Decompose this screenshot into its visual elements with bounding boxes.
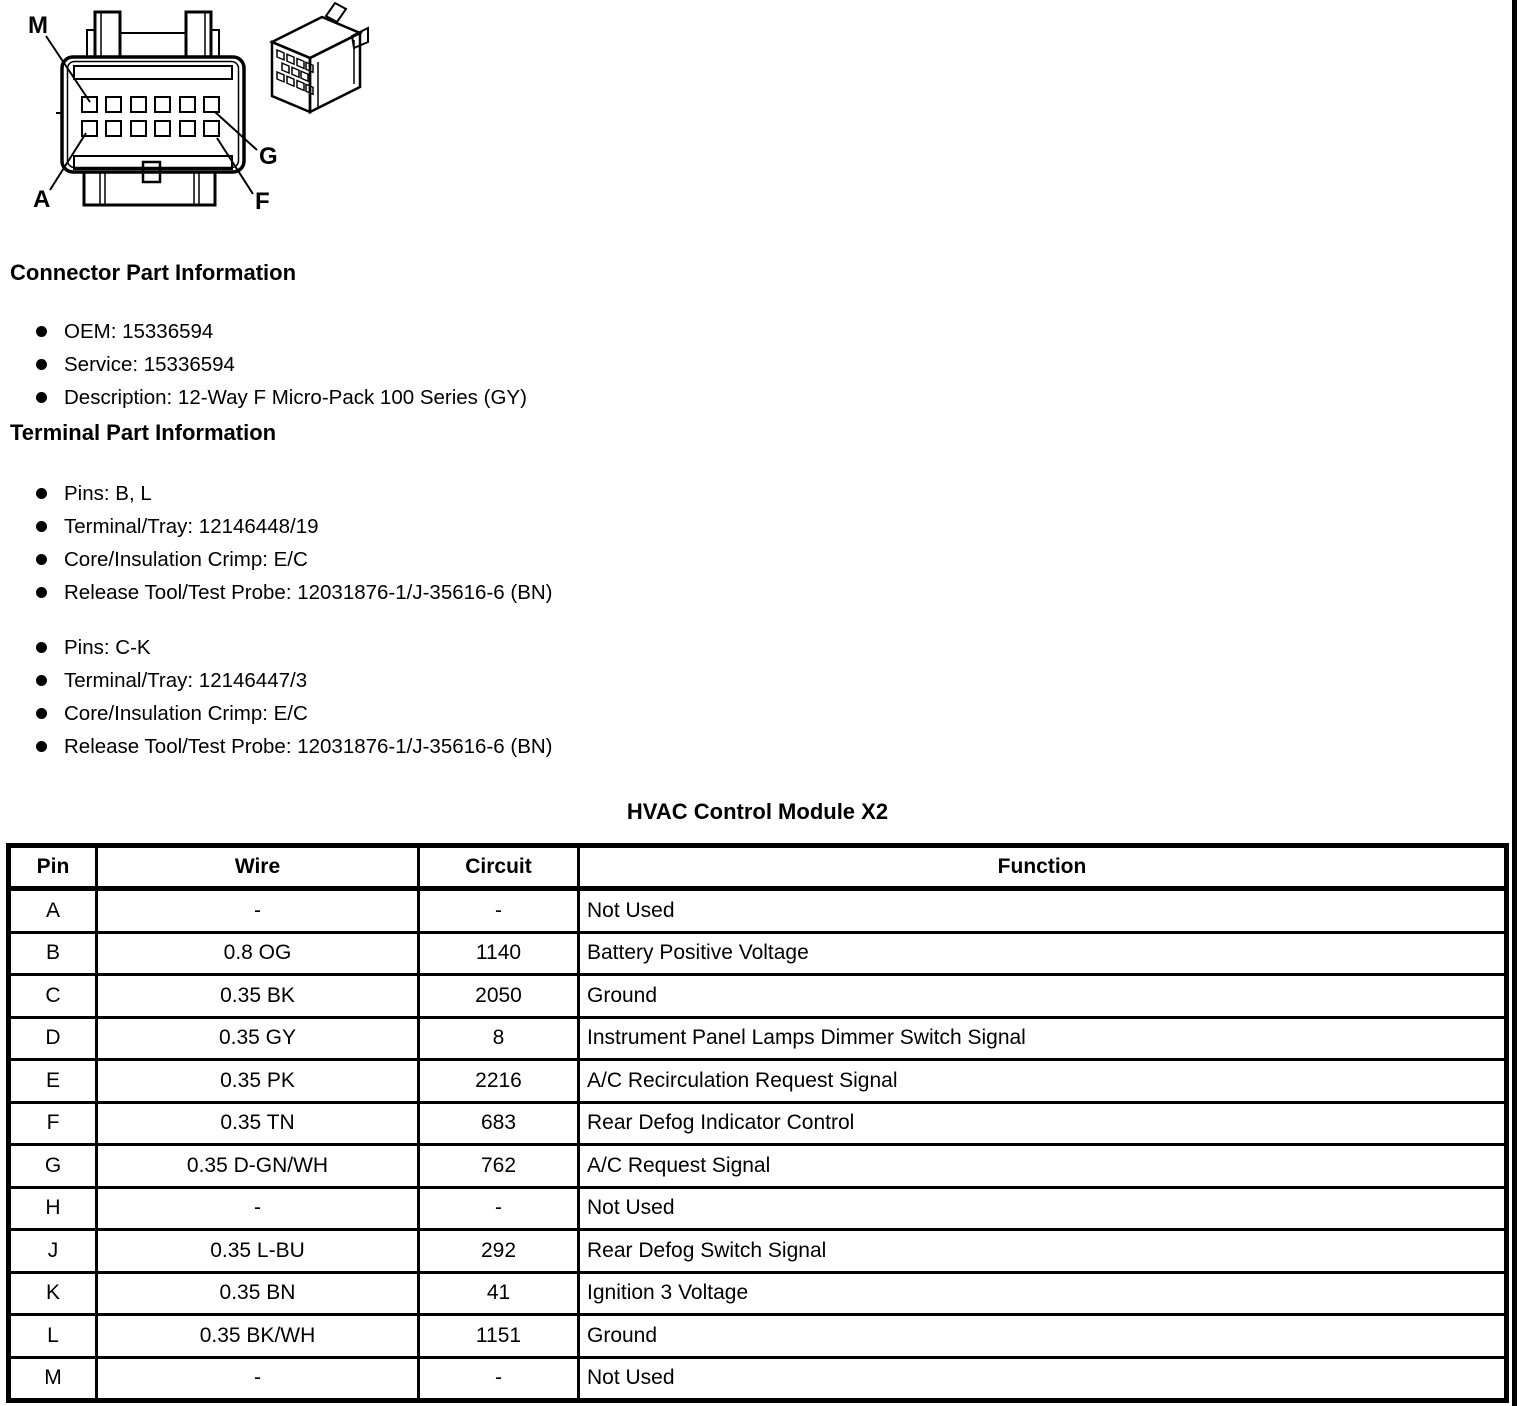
bullet-icon: [36, 488, 47, 499]
cell-pin: K: [9, 1272, 97, 1315]
cell-pin: C: [9, 975, 97, 1018]
cell-function: Instrument Panel Lamps Dimmer Switch Signal: [579, 1017, 1507, 1060]
cell-circuit: 41: [419, 1272, 579, 1315]
cell-wire: 0.35 BK/WH: [97, 1315, 419, 1358]
bullet-text: Release Tool/Test Probe: 12031876-1/J-35616-6 (BN): [64, 734, 553, 758]
cell-circuit: -: [419, 1187, 579, 1230]
connector-figure: [0, 0, 380, 230]
bullet-text: Core/Insulation Crimp: E/C: [64, 547, 308, 571]
pin-label-m: M: [28, 12, 48, 39]
bullet-text: Pins: C-K: [64, 635, 151, 659]
table-row: [9, 1272, 1507, 1315]
table-row: [9, 1357, 1507, 1401]
bullet-icon: [36, 521, 47, 532]
pin-label-g: G: [259, 143, 278, 170]
cell-circuit: -: [419, 1357, 579, 1401]
bullet-text: Core/Insulation Crimp: E/C: [64, 701, 308, 725]
bullet-icon: [36, 326, 47, 337]
cell-wire: -: [97, 889, 419, 933]
bullet-icon: [36, 741, 47, 752]
cell-pin: E: [9, 1060, 97, 1103]
cell-function: Rear Defog Switch Signal: [579, 1230, 1507, 1273]
cell-pin: B: [9, 932, 97, 975]
cell-function: A/C Recirculation Request Signal: [579, 1060, 1507, 1103]
cell-wire: -: [97, 1187, 419, 1230]
cell-wire: -: [97, 1357, 419, 1401]
bullet-icon: [36, 392, 47, 403]
bullet-text: Description: 12-Way F Micro-Pack 100 Series (GY): [64, 385, 527, 409]
cell-pin: L: [9, 1315, 97, 1358]
cell-pin: J: [9, 1230, 97, 1273]
bullet-text: Service: 15336594: [64, 352, 235, 376]
cell-wire: 0.35 GY: [97, 1017, 419, 1060]
bullet-icon: [36, 587, 47, 598]
cell-pin: M: [9, 1357, 97, 1401]
bullet-text: OEM: 15336594: [64, 319, 214, 343]
cell-circuit: 292: [419, 1230, 579, 1273]
cell-function: Ignition 3 Voltage: [579, 1272, 1507, 1315]
connector-part-bullet-list: [36, 315, 527, 414]
section-heading-connector-part: Connector Part Information: [10, 260, 297, 285]
bullet-item: [36, 697, 553, 730]
section-heading-terminal-part: Terminal Part Information: [10, 420, 277, 445]
bullet-item: [36, 510, 553, 543]
cell-wire: 0.35 D-GN/WH: [97, 1145, 419, 1188]
table-title: HVAC Control Module X2: [626, 799, 889, 824]
cell-pin: H: [9, 1187, 97, 1230]
bullet-item: [36, 631, 553, 664]
cell-function: Battery Positive Voltage: [579, 932, 1507, 975]
bullet-text: Pins: B, L: [64, 481, 152, 505]
table-row: [9, 1017, 1507, 1060]
bullet-item: [36, 315, 527, 348]
cell-pin: A: [9, 889, 97, 933]
bullet-icon: [36, 675, 47, 686]
col-header-function: Function: [579, 846, 1507, 889]
terminal-part-bullet-list-1: [36, 477, 553, 609]
pin-label-f: F: [255, 188, 270, 215]
table-row: [9, 1230, 1507, 1273]
table-header-row: [9, 846, 1507, 889]
bullet-item: [36, 348, 527, 381]
cell-pin: F: [9, 1102, 97, 1145]
cell-circuit: 762: [419, 1145, 579, 1188]
col-header-wire: Wire: [97, 846, 419, 889]
table-row: [9, 1315, 1507, 1358]
cell-circuit: 2216: [419, 1060, 579, 1103]
cell-wire: 0.35 TN: [97, 1102, 419, 1145]
bullet-item: [36, 664, 553, 697]
bullet-icon: [36, 359, 47, 370]
table-row: [9, 975, 1507, 1018]
cell-function: A/C Request Signal: [579, 1145, 1507, 1188]
table-row: [9, 1060, 1507, 1103]
table-row: [9, 1187, 1507, 1230]
pinout-table: [6, 843, 1509, 1403]
table-row: [9, 1102, 1507, 1145]
bullet-icon: [36, 642, 47, 653]
page-frame-right-border: [1512, 0, 1517, 1406]
cell-function: Ground: [579, 1315, 1507, 1358]
cell-wire: 0.35 BK: [97, 975, 419, 1018]
bullet-icon: [36, 554, 47, 565]
cell-pin: G: [9, 1145, 97, 1188]
bullet-item: [36, 730, 553, 763]
cell-wire: 0.35 PK: [97, 1060, 419, 1103]
col-header-circuit: Circuit: [419, 846, 579, 889]
bullet-text: Terminal/Tray: 12146448/19: [64, 514, 319, 538]
connector-isometric-view: [272, 3, 368, 112]
cell-circuit: 1151: [419, 1315, 579, 1358]
cell-circuit: 683: [419, 1102, 579, 1145]
bullet-item: [36, 477, 553, 510]
cell-circuit: -: [419, 889, 579, 933]
cell-circuit: 2050: [419, 975, 579, 1018]
leader-line-f: [217, 138, 253, 194]
table-row: [9, 889, 1507, 933]
cell-circuit: 1140: [419, 932, 579, 975]
cell-wire: 0.8 OG: [97, 932, 419, 975]
cell-wire: 0.35 L-BU: [97, 1230, 419, 1273]
cell-function: Not Used: [579, 1187, 1507, 1230]
connector-front-view: [28, 12, 278, 215]
table-row: [9, 932, 1507, 975]
bullet-icon: [36, 708, 47, 719]
pin-cavity-grid: [82, 97, 219, 136]
table-row: [9, 1145, 1507, 1188]
cell-pin: D: [9, 1017, 97, 1060]
cell-function: Rear Defog Indicator Control: [579, 1102, 1507, 1145]
cell-function: Not Used: [579, 889, 1507, 933]
cell-circuit: 8: [419, 1017, 579, 1060]
col-header-pin: Pin: [9, 846, 97, 889]
bullet-item: [36, 381, 527, 414]
bullet-text: Release Tool/Test Probe: 12031876-1/J-35616-6 (BN): [64, 580, 553, 604]
terminal-part-bullet-list-2: [36, 631, 553, 763]
pin-label-a: A: [33, 186, 51, 213]
cell-wire: 0.35 BN: [97, 1272, 419, 1315]
bullet-text: Terminal/Tray: 12146447/3: [64, 668, 308, 692]
bullet-item: [36, 543, 553, 576]
bullet-item: [36, 576, 553, 609]
cell-function: Not Used: [579, 1357, 1507, 1401]
cell-function: Ground: [579, 975, 1507, 1018]
